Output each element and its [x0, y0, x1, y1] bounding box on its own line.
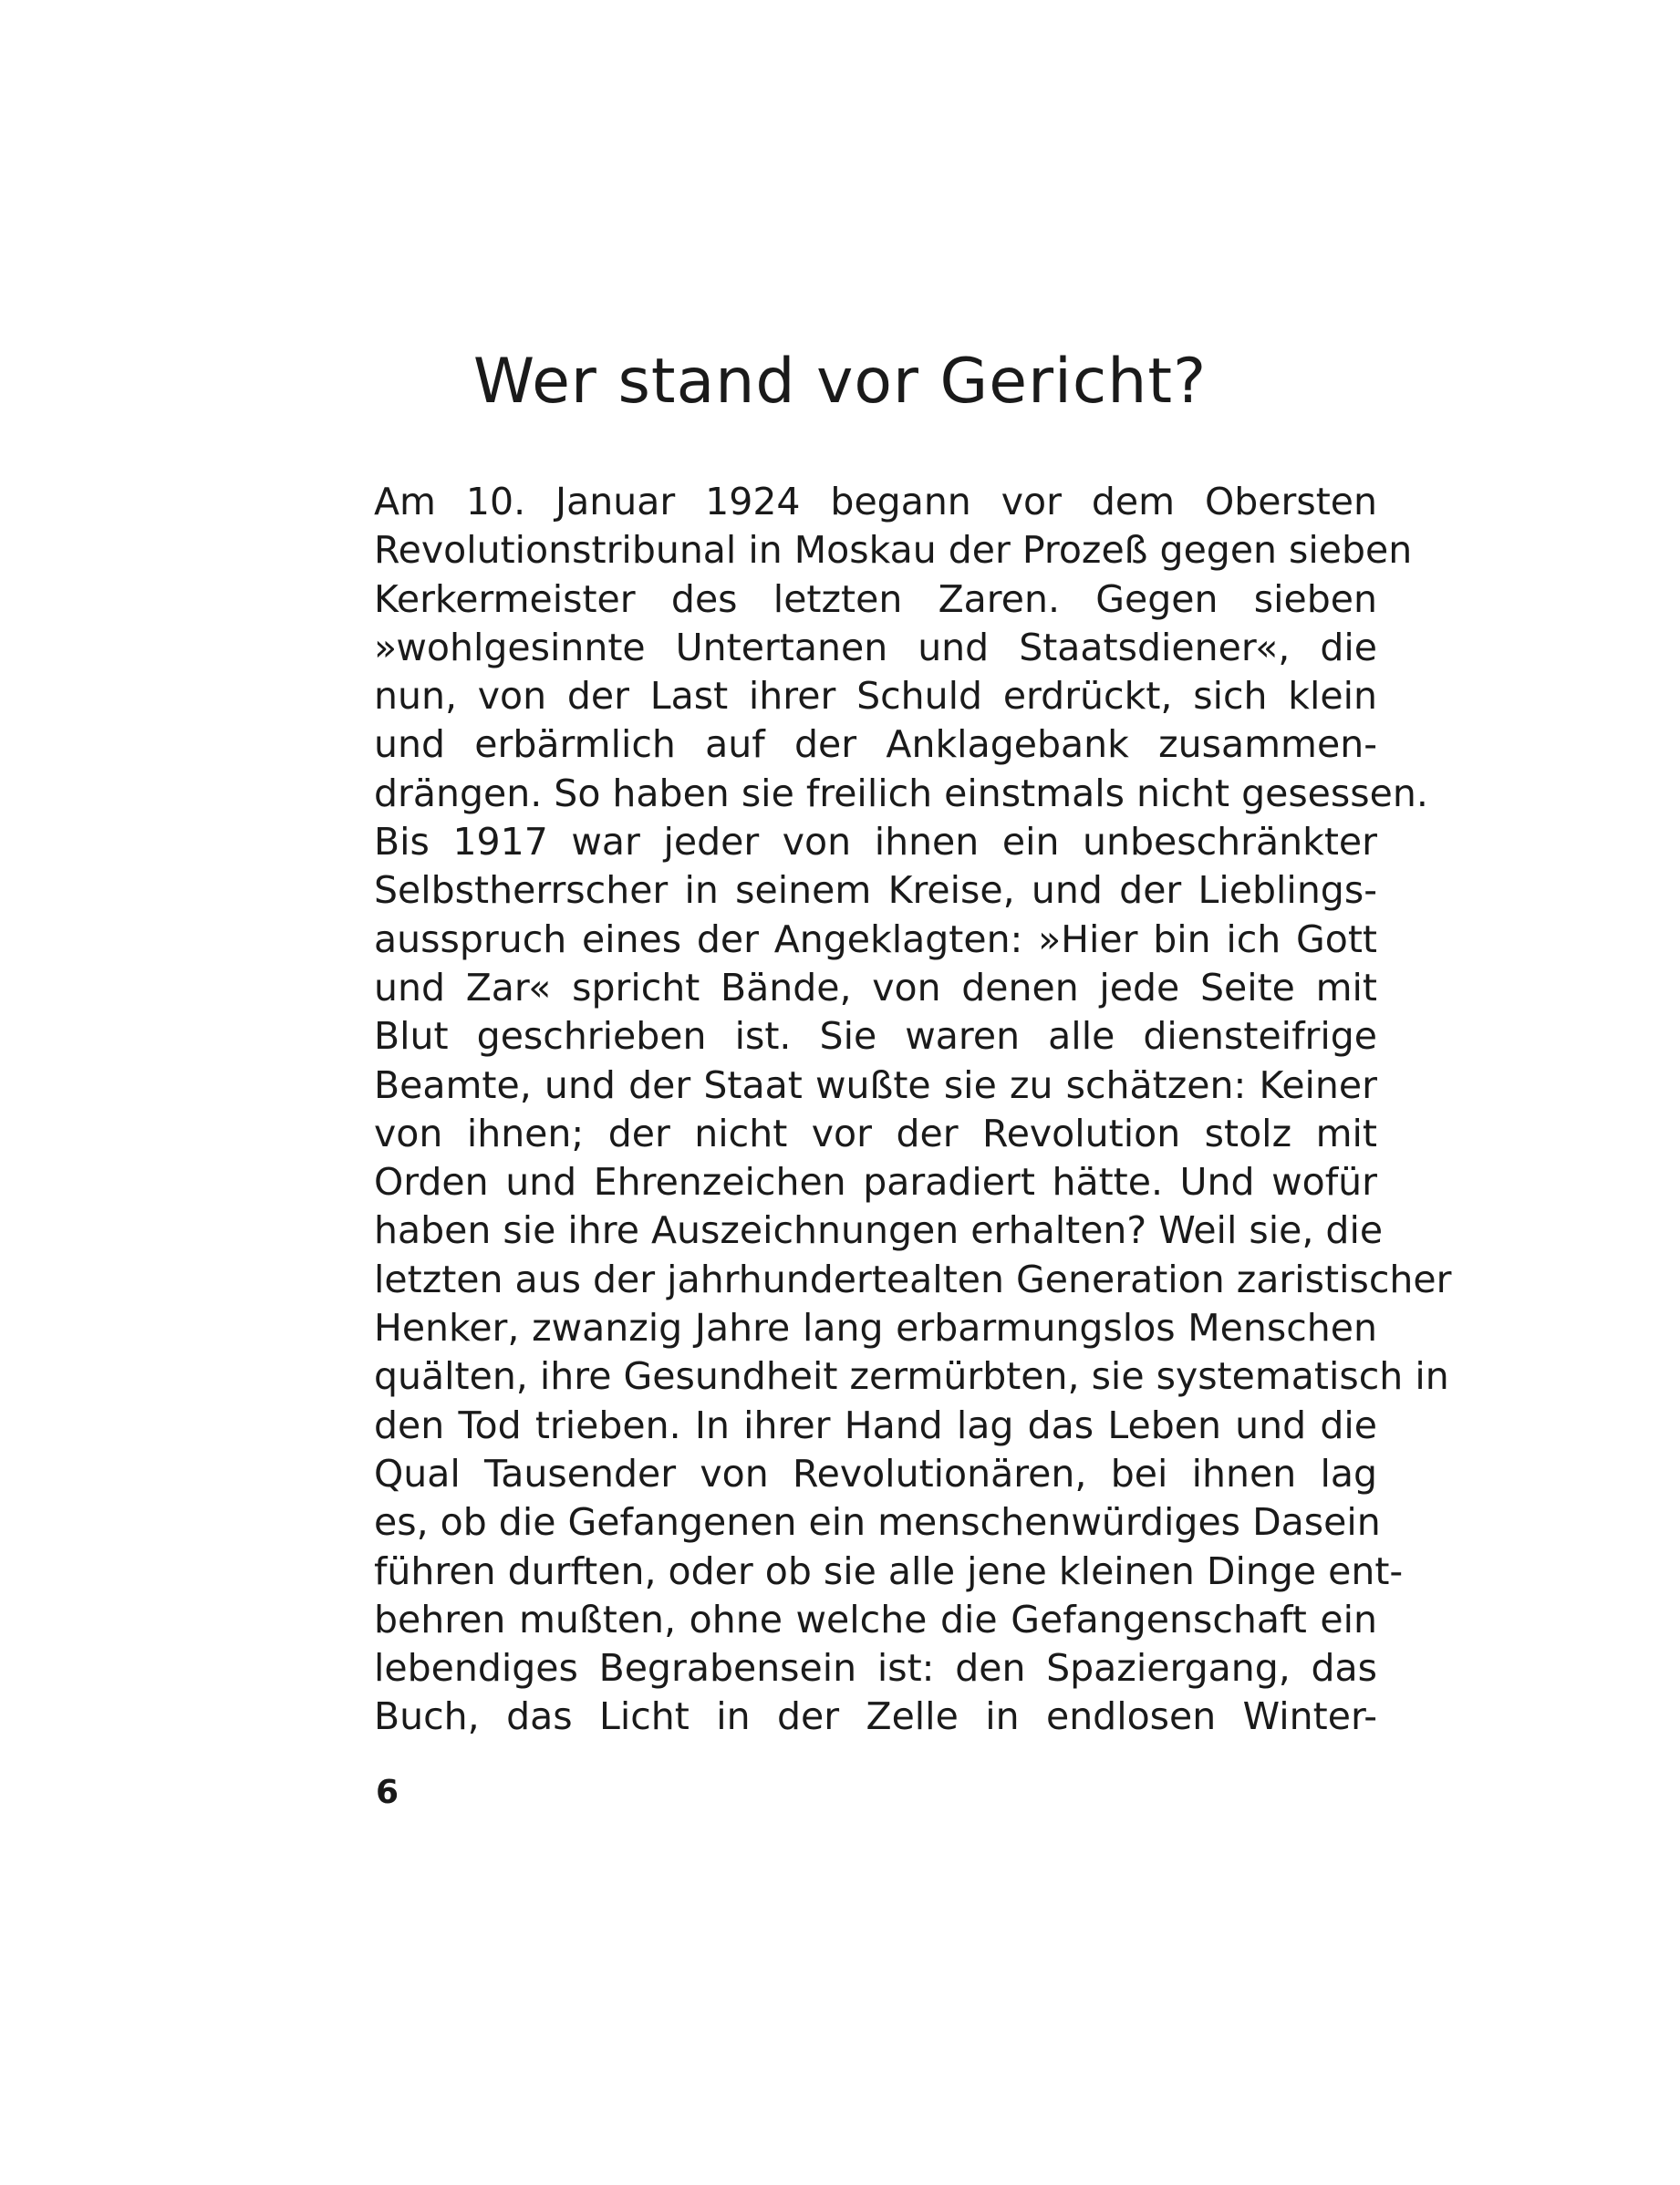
- text-line: führen durften, oder ob sie alle jene kleinen Dinge ent-: [374, 1548, 1404, 1593]
- text-line: und Zar« spricht Bände, von denen jede Seite mit: [374, 965, 1377, 1010]
- text-line: behren mußten, ohne welche die Gefangenschaft ein: [374, 1597, 1377, 1641]
- text-line: »wohlgesinnte Untertanen und Staatsdiener«, die: [374, 625, 1377, 669]
- text-line: Buch, das Licht in der Zelle in endlosen Winter-: [374, 1694, 1377, 1739]
- text-line: es, ob die Gefangenen ein menschenwürdiges Dasein: [374, 1500, 1381, 1545]
- text-line: den Tod trieben. In ihrer Hand lag das Leben und die: [374, 1403, 1377, 1447]
- text-line: Revolutionstribunal in Moskau der Prozeß gegen sieben: [374, 528, 1413, 573]
- text-line: Selbstherrscher in seinem Kreise, und der Lieblings-: [374, 868, 1377, 913]
- text-line: Orden und Ehrenzeichen paradiert hätte. Und wofür: [374, 1160, 1377, 1205]
- text-line: lebendiges Begrabensein ist: den Spaziergang, das: [374, 1646, 1377, 1691]
- text-line: Blut geschrieben ist. Sie waren alle diensteifrige: [374, 1014, 1377, 1059]
- text-line: und erbärmlich auf der Anklagebank zusammen-: [374, 722, 1377, 767]
- text-line: Beamte, und der Staat wußte sie zu schätzen: Keiner: [374, 1062, 1377, 1107]
- page-title: Wer stand vor Gericht?: [472, 346, 1208, 418]
- text-line: Henker, zwanzig Jahre lang erbarmungslos Menschen: [374, 1306, 1377, 1351]
- text-line: Bis 1917 war jeder von ihnen ein unbeschränkter: [374, 820, 1377, 865]
- body-text: [374, 478, 1452, 1742]
- text-line: quälten, ihre Gesundheit zermürbten, sie systematisch in: [374, 1354, 1449, 1399]
- text-line: ausspruch eines der Angeklagten: »Hier bin ich Gott: [374, 916, 1377, 961]
- text-line: Kerkermeister des letzten Zaren. Gegen sieben: [374, 576, 1377, 621]
- text-line: Am 10. Januar 1924 begann vor dem Obersten: [374, 480, 1377, 523]
- text-line: drängen. So haben sie freilich einstmals nicht gesessen.: [374, 771, 1428, 815]
- text-line: nun, von der Last ihrer Schuld erdrückt, sich klein: [374, 674, 1377, 719]
- text-line: letzten aus der jahrhundertealten Generation zaristischer: [374, 1257, 1452, 1301]
- text-line: Qual Tausender von Revolutionären, bei ihnen lag: [374, 1451, 1377, 1496]
- text-line: haben sie ihre Auszeichnungen erhalten? Weil sie, die: [374, 1208, 1384, 1253]
- text-line: von ihnen; der nicht vor der Revolution stolz mit: [374, 1111, 1377, 1155]
- page-number: 6: [376, 1774, 399, 1811]
